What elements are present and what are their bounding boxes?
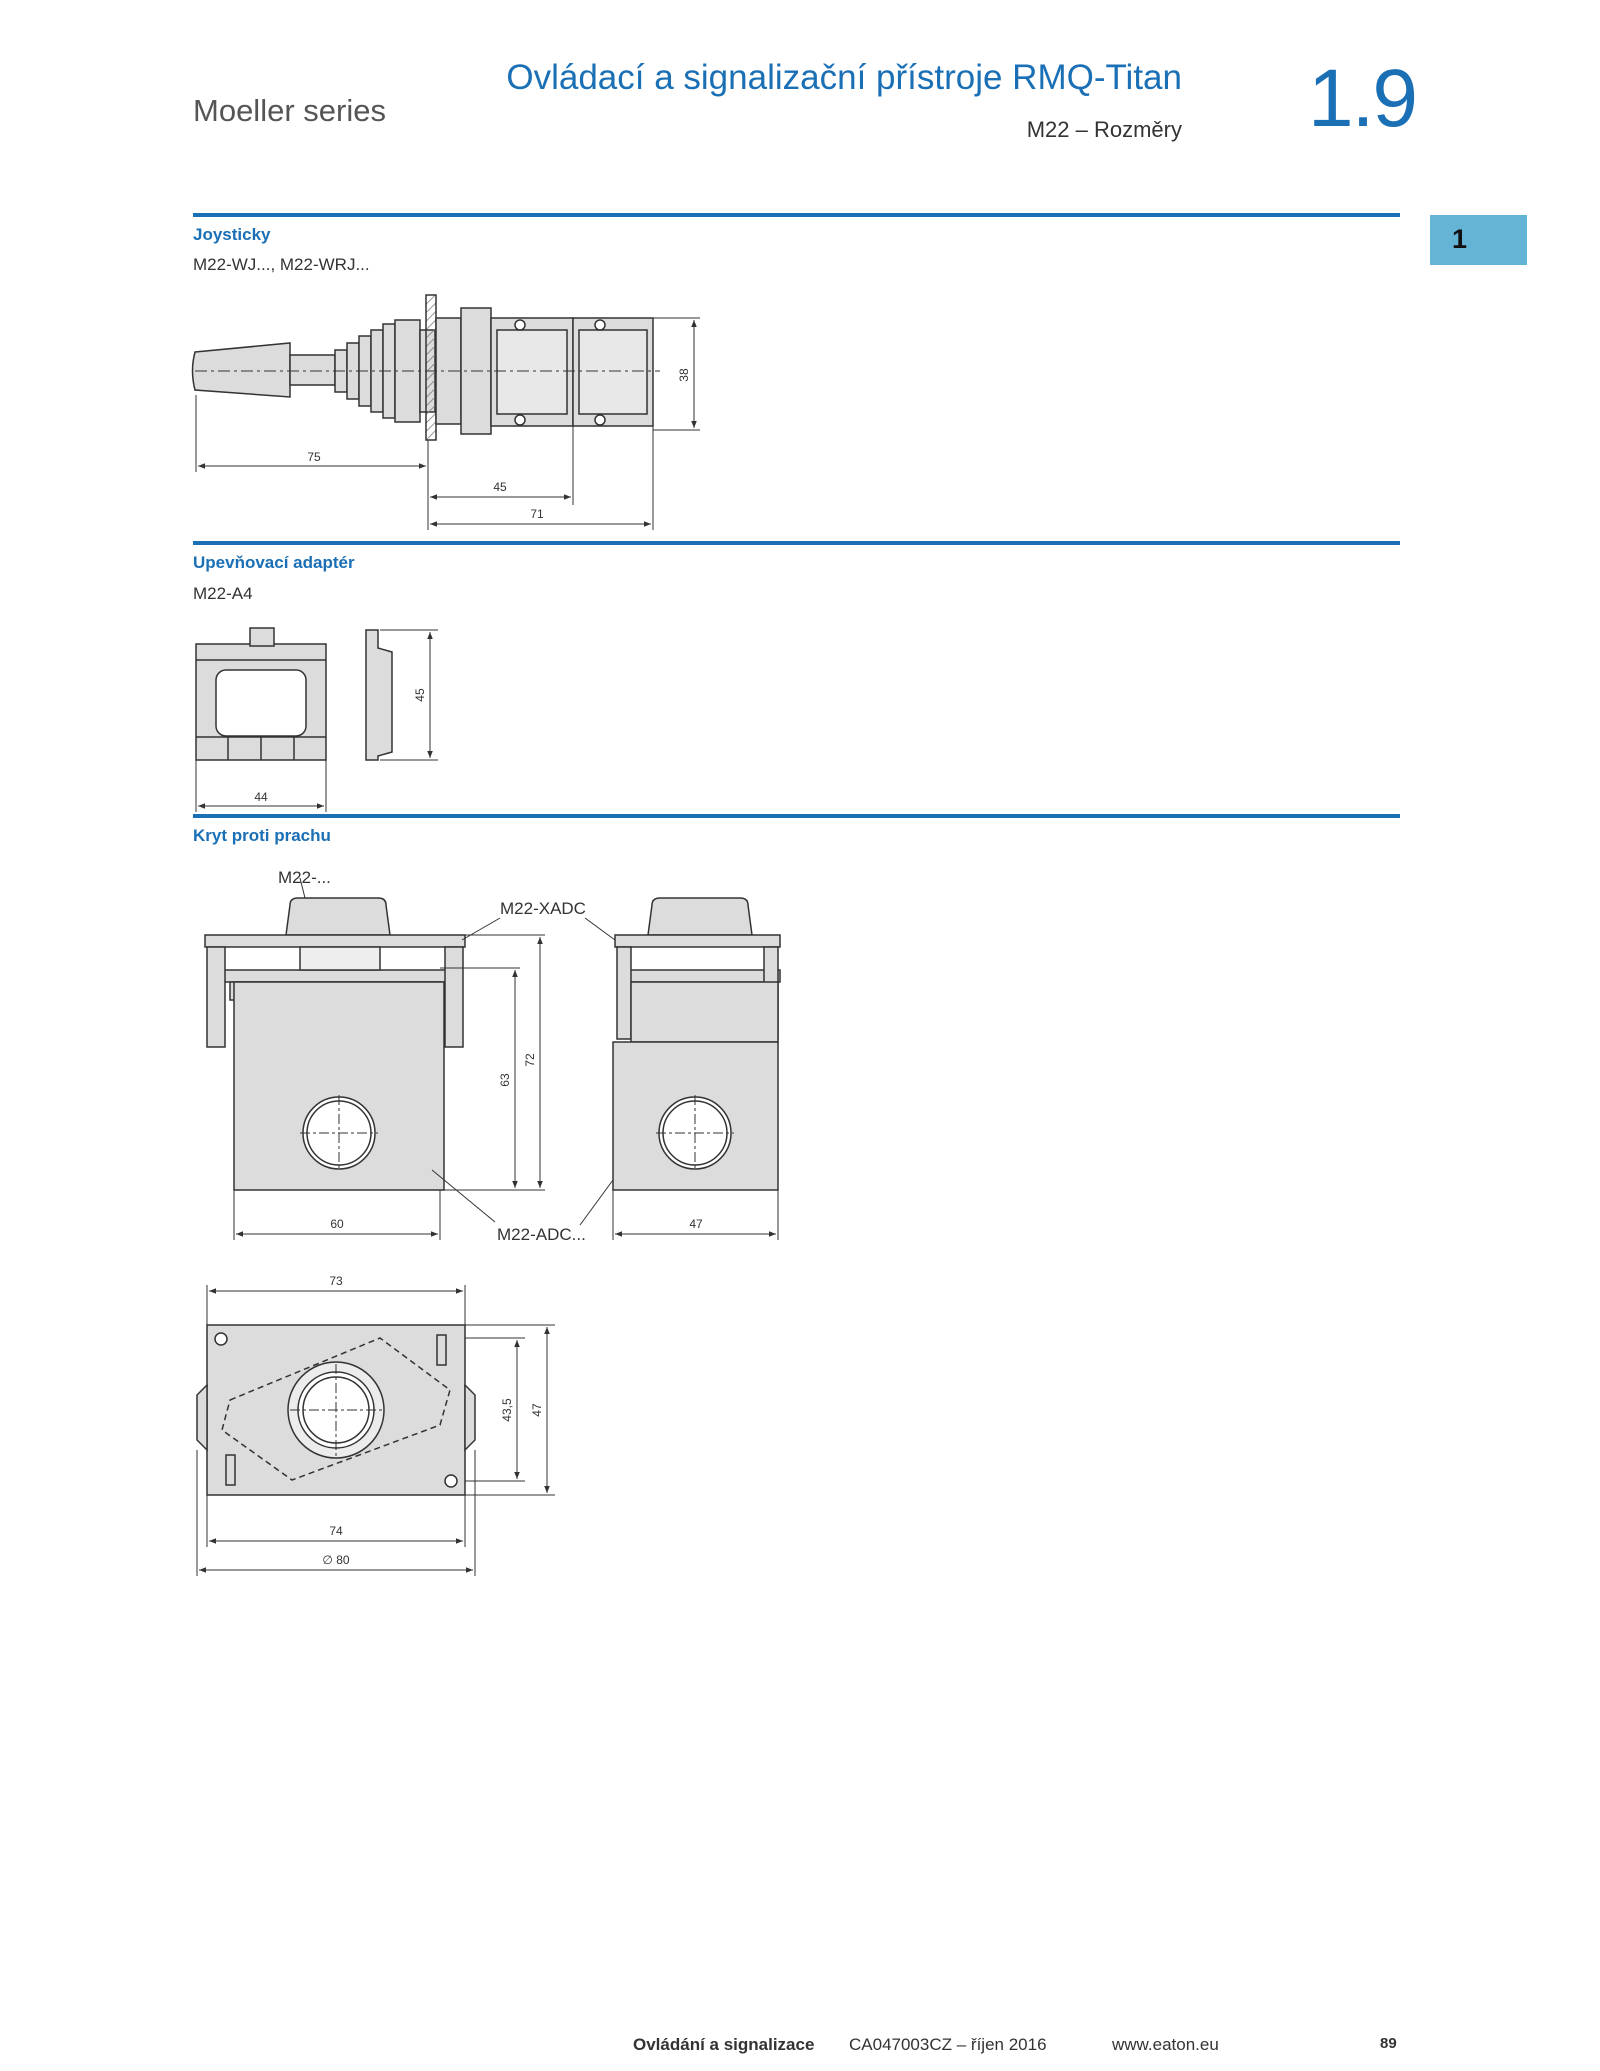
dim-joystick-length: 75 [307, 450, 321, 464]
page-subtitle: M22 – Rozměry [1026, 117, 1182, 142]
dust-cover-front-drawing [205, 898, 465, 1190]
section-title-joystick: Joysticky [193, 225, 271, 244]
dim-dust-bottom-width: 74 [329, 1524, 343, 1538]
section-models-adapter: M22-A4 [193, 584, 253, 603]
dim-dust-side-width: 47 [689, 1217, 703, 1231]
footer-catalog: CA047003CZ – říjen 2016 [849, 2035, 1047, 2054]
dim-dust-front-width: 60 [330, 1217, 344, 1231]
footer-page-number: 89 [1380, 2035, 1397, 2052]
label-device: M22-... [278, 868, 331, 887]
footer-website[interactable]: www.eaton.eu [1112, 2035, 1219, 2054]
adapter-drawing [196, 628, 392, 760]
chapter-number: 1.9 [1308, 53, 1416, 144]
dim-joystick-height: 38 [677, 368, 691, 382]
series-label: Moeller series [193, 93, 386, 128]
dim-joystick-depth1: 45 [493, 480, 507, 494]
section-title-adapter: Upevňovací adaptér [193, 553, 355, 572]
dim-dust-height-inner: 63 [498, 1073, 512, 1087]
joystick-drawing [193, 295, 661, 440]
footer-topic: Ovládání a signalizace [633, 2035, 815, 2054]
dust-cover-side-drawing [613, 898, 780, 1190]
dim-adapter-height: 45 [413, 688, 427, 702]
section-models-joystick: M22-WJ..., M22-WRJ... [193, 255, 370, 274]
dim-dust-top-height2: 47 [530, 1403, 544, 1417]
page-title: Ovládací a signalizační přístroje RMQ-Titan [506, 58, 1182, 97]
dim-joystick-depth2: 71 [530, 507, 544, 521]
label-cover: M22-XADC [500, 899, 586, 918]
label-box: M22-ADC... [497, 1225, 586, 1244]
section-title-dust: Kryt proti prachu [193, 826, 331, 845]
dim-adapter-width: 44 [254, 790, 268, 804]
dim-dust-top-width: 73 [329, 1274, 343, 1288]
dim-dust-height-outer: 72 [523, 1053, 537, 1067]
dim-dust-top-height1: 43,5 [500, 1398, 514, 1422]
chapter-tab-label: 1 [1452, 224, 1468, 254]
dim-dust-diameter: ∅ 80 [322, 1553, 350, 1567]
